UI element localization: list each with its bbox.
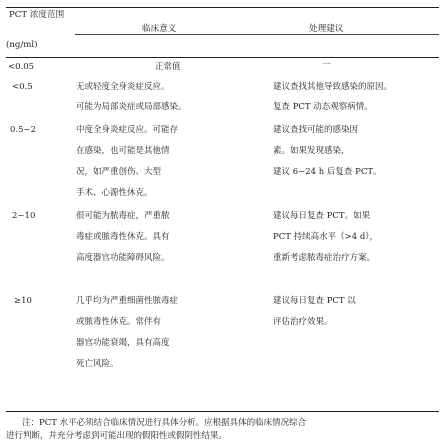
row-range: <0.05 <box>8 62 35 72</box>
row-range: <0.5 <box>12 82 33 92</box>
table-bottom-rule <box>6 411 439 412</box>
header-col-range-line2: (ng/ml) <box>6 40 38 50</box>
row-advice-line: PCT 持续高水平（>4 d）， <box>273 232 379 242</box>
row-range: 0.5~2 <box>10 125 37 135</box>
table-top-rule <box>6 7 439 8</box>
footnote-line-2: 进行判断，并充分考虑到可能出现的假阳性或假阴性结果。 <box>6 431 228 441</box>
row-range: 2~10 <box>12 211 36 221</box>
header-col-advice: 处理建议 <box>309 24 344 34</box>
row-meaning-line: 况，如严重创伤、大型 <box>76 167 162 177</box>
row-advice-line: 建议每日复查 PCT 以 <box>273 296 356 306</box>
row-advice-dash: 一 <box>322 60 331 70</box>
row-meaning-line: 高度器官功能障碍风险。 <box>76 253 170 263</box>
row-meaning-line: 几乎均为严重细菌性脓毒症 <box>76 296 179 306</box>
row-meaning-line: 或脓毒性休克。常伴有 <box>76 317 162 327</box>
row-meaning-line: 很可能为脓毒症，严重脓 <box>76 211 170 221</box>
row-advice-line: 素。如果发现感染， <box>273 146 350 156</box>
row-advice-line: 建议 6~24 h 后复查 PCT。 <box>273 167 382 177</box>
header-bottom-rule <box>6 57 439 58</box>
row-meaning-line: 可能为局部炎症或局部感染。 <box>76 102 187 112</box>
header-col-range-line1: PCT 浓度范围 <box>9 10 65 20</box>
row-advice-line: 评估治疗效果。 <box>273 317 333 327</box>
header-col-meaning: 临床意义 <box>142 24 177 34</box>
row-meaning-line: 死亡风险。 <box>76 359 119 369</box>
row-advice-line: 复查 PCT 动态观察病情。 <box>273 102 373 112</box>
row-advice-line: 建议每日复查 PCT。如果 <box>273 211 371 221</box>
row-meaning-line: 毒症或脓毒性休克。具有 <box>76 232 170 242</box>
row-meaning-line: 中度全身炎症反应。可能存 <box>76 125 179 135</box>
row-advice-line: 建议查找可能的感染因 <box>273 125 359 135</box>
row-advice-line: 重新考虑脓毒症治疗方案。 <box>273 253 376 263</box>
row-meaning-line: 正常值 <box>155 62 181 72</box>
row-meaning-line: 器官功能衰竭，具有高度 <box>76 338 170 348</box>
row-advice-line: 建议查找其他导致感染的原因。 <box>273 82 393 92</box>
row-meaning-line: 手术、心源性休克。 <box>76 188 153 198</box>
row-meaning-line: 无或轻度全身炎症反应。 <box>76 82 170 92</box>
row-meaning-line: 在感染，也可能是其他情 <box>76 146 170 156</box>
footnote-line-1: 注：PCT 水平必须结合临床情况进行具体分析。应根据具体的临床情况综合 <box>22 418 307 428</box>
header-sub-rule <box>75 34 439 35</box>
row-range: ≥10 <box>14 296 32 306</box>
